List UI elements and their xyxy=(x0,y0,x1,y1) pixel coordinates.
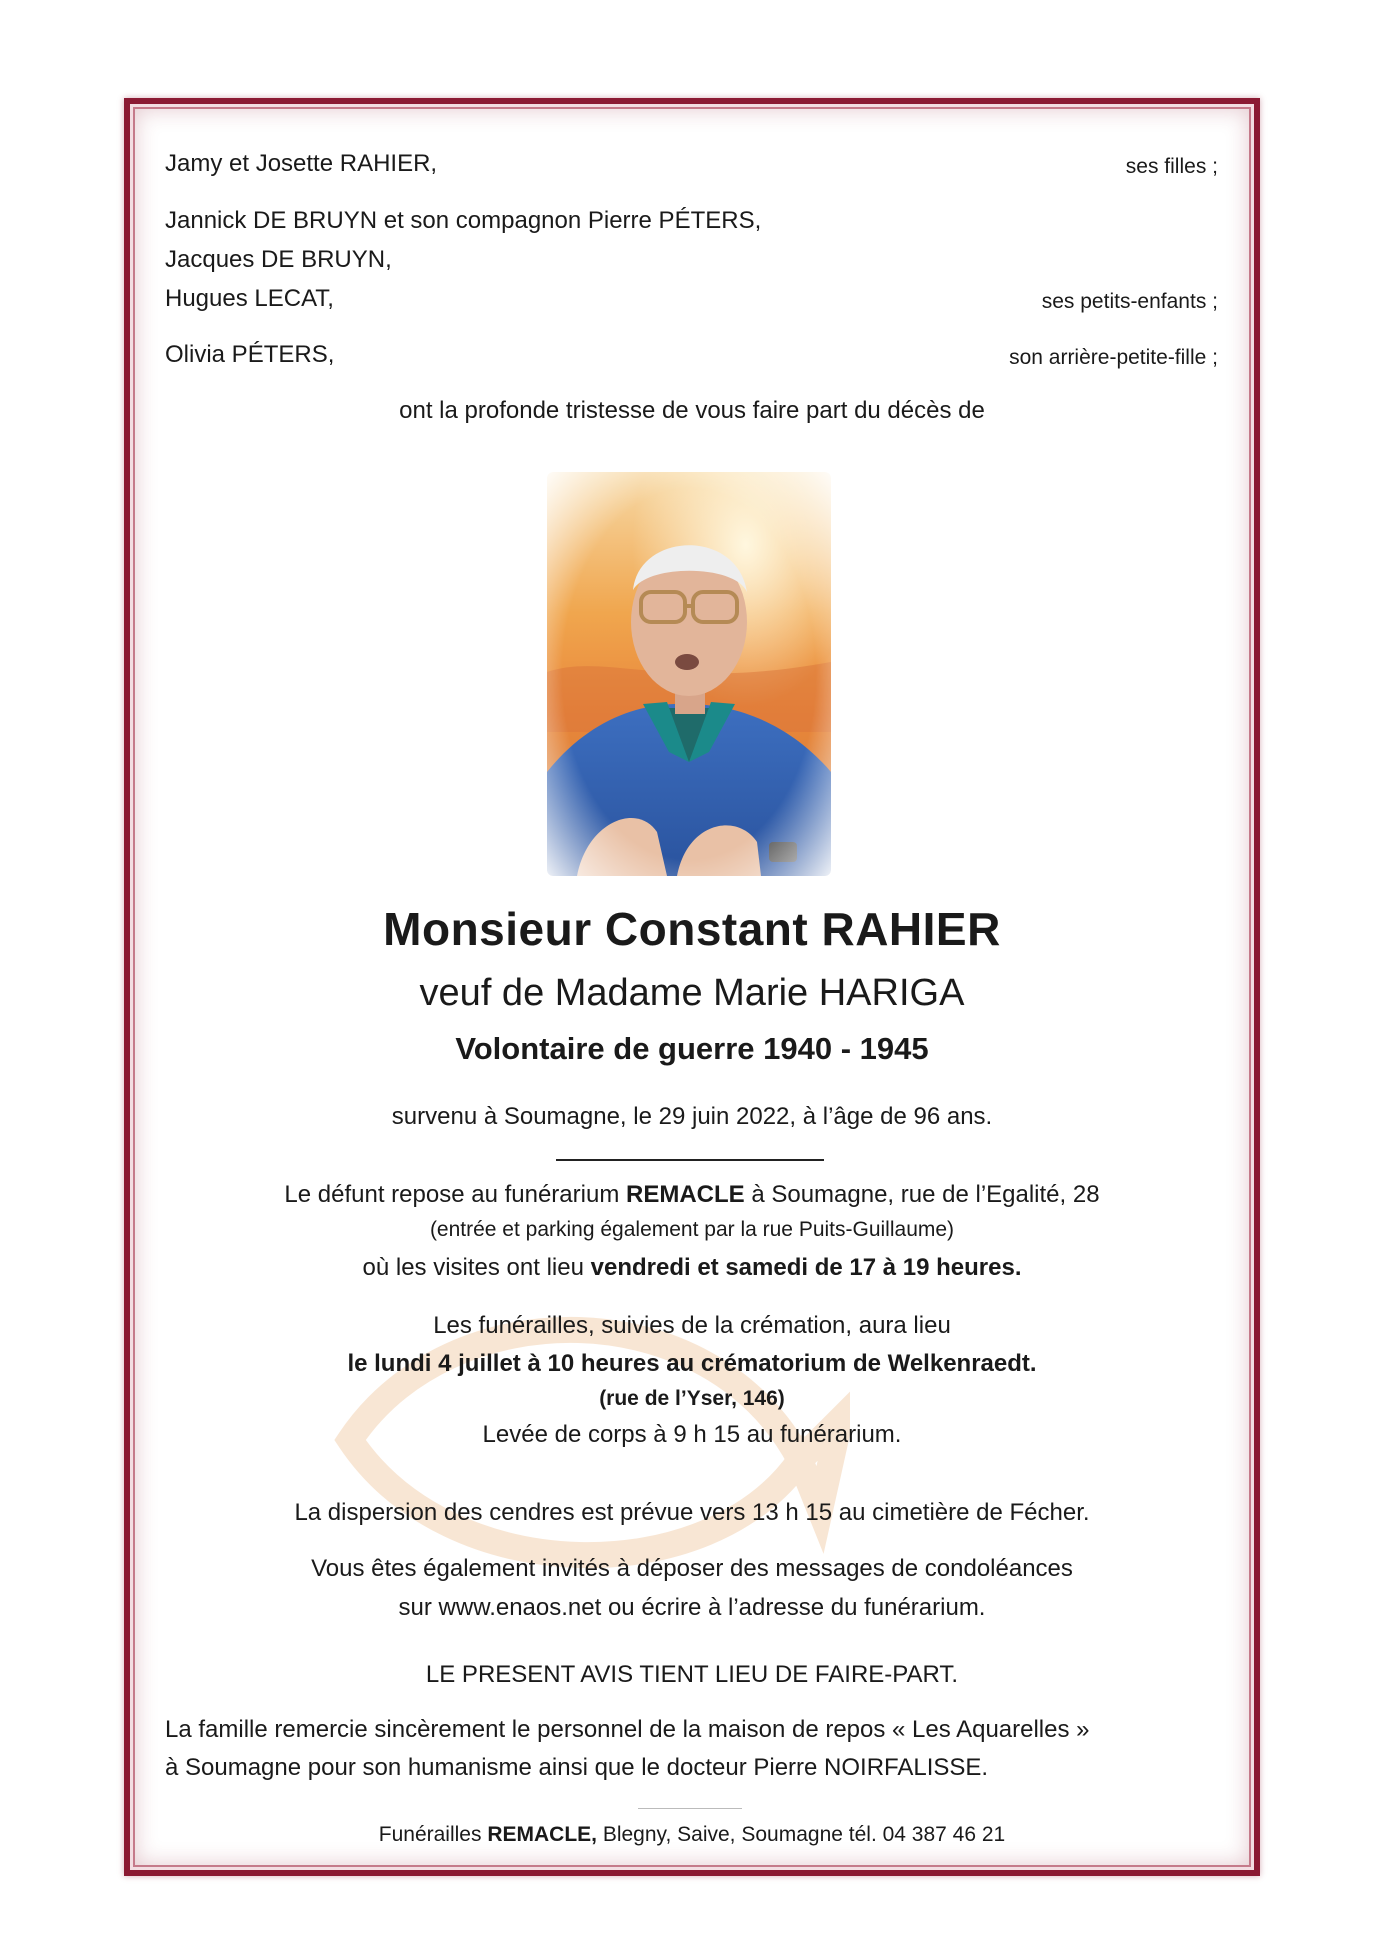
thanks-line: à Soumagne pour son humanisme ainsi que le docteur Pierre NOIRFALISSE. xyxy=(165,1754,989,1781)
widow-of: veuf de Madame Marie HARIGA xyxy=(419,972,965,1014)
family-name: Hugues LECAT, xyxy=(165,285,334,312)
funeral-home-name: REMACLE xyxy=(625,1181,745,1208)
ashes-dispersion: La dispersion des cendres est prévue vers 13 h 15 au cimetière de Fécher. xyxy=(294,1499,1090,1526)
family-name: Jamy et Josette RAHIER, xyxy=(165,150,438,177)
footer-contact: Blegny, Saive, Soumagne tél. 04 387 46 21 xyxy=(597,1823,1006,1846)
family-name: Jannick DE BRUYN et son compagnon Pierre PÉTERS, xyxy=(165,207,762,234)
funeral-date-place: le lundi 4 juillet à 10 heures au crématorium de Welkenraedt. xyxy=(347,1350,1037,1377)
thanks-paragraph xyxy=(165,1711,1225,1787)
visitation-text: Le défunt repose au funérarium xyxy=(284,1181,626,1208)
parking-note: (entrée et parking également par la rue Puits-Guillaume) xyxy=(429,1218,955,1241)
deceased-portrait xyxy=(547,472,831,876)
family-relation: ses petits-enfants ; xyxy=(1041,290,1218,313)
footer-brand: REMACLE, xyxy=(487,1823,597,1846)
notice: LE PRESENT AVIS TIENT LIEU DE FAIRE-PART. xyxy=(425,1661,959,1688)
divider xyxy=(556,1159,824,1161)
condolences-line: Vous êtes également invités à déposer des messages de condoléances xyxy=(311,1555,1073,1582)
funeral-intro: Les funérailles, suivies de la crémation, aura lieu xyxy=(433,1312,951,1339)
death-details: survenu à Soumagne, le 29 juin 2022, à l’âge de 96 ans. xyxy=(391,1103,993,1130)
visiting-hours-time: vendredi et samedi de 17 à 19 heures. xyxy=(590,1254,1022,1281)
body-removal: Levée de corps à 9 h 15 au funérarium. xyxy=(482,1421,902,1448)
family-name: Jacques DE BRUYN, xyxy=(165,246,392,273)
visiting-hours-intro: où les visites ont lieu xyxy=(362,1254,591,1281)
family-relation: son arrière-petite-fille ; xyxy=(1009,346,1218,369)
visitation-address: à Soumagne, rue de l’Egalité, 28 xyxy=(744,1181,1100,1208)
footer-text: Funérailles xyxy=(378,1823,488,1846)
footer-divider xyxy=(638,1808,742,1809)
footer xyxy=(124,1822,1260,1848)
condolences-line: sur www.enaos.net ou écrire à l’adresse du funérarium. xyxy=(398,1594,986,1621)
thanks-line: La famille remercie sincèrement le personnel de la maison de repos « Les Aquarelles » xyxy=(165,1716,1090,1743)
honor-title: Volontaire de guerre 1940 - 1945 xyxy=(455,1031,929,1066)
family-relation: ses filles ; xyxy=(1125,155,1218,178)
crematorium-address: (rue de l’Yser, 146) xyxy=(599,1387,785,1410)
visitation-line xyxy=(124,1180,1260,1210)
visiting-hours xyxy=(124,1253,1260,1283)
intro-text: ont la profonde tristesse de vous faire part du décès de xyxy=(399,397,985,424)
family-name: Olivia PÉTERS, xyxy=(165,341,335,368)
deceased-name: Monsieur Constant RAHIER xyxy=(383,903,1001,955)
